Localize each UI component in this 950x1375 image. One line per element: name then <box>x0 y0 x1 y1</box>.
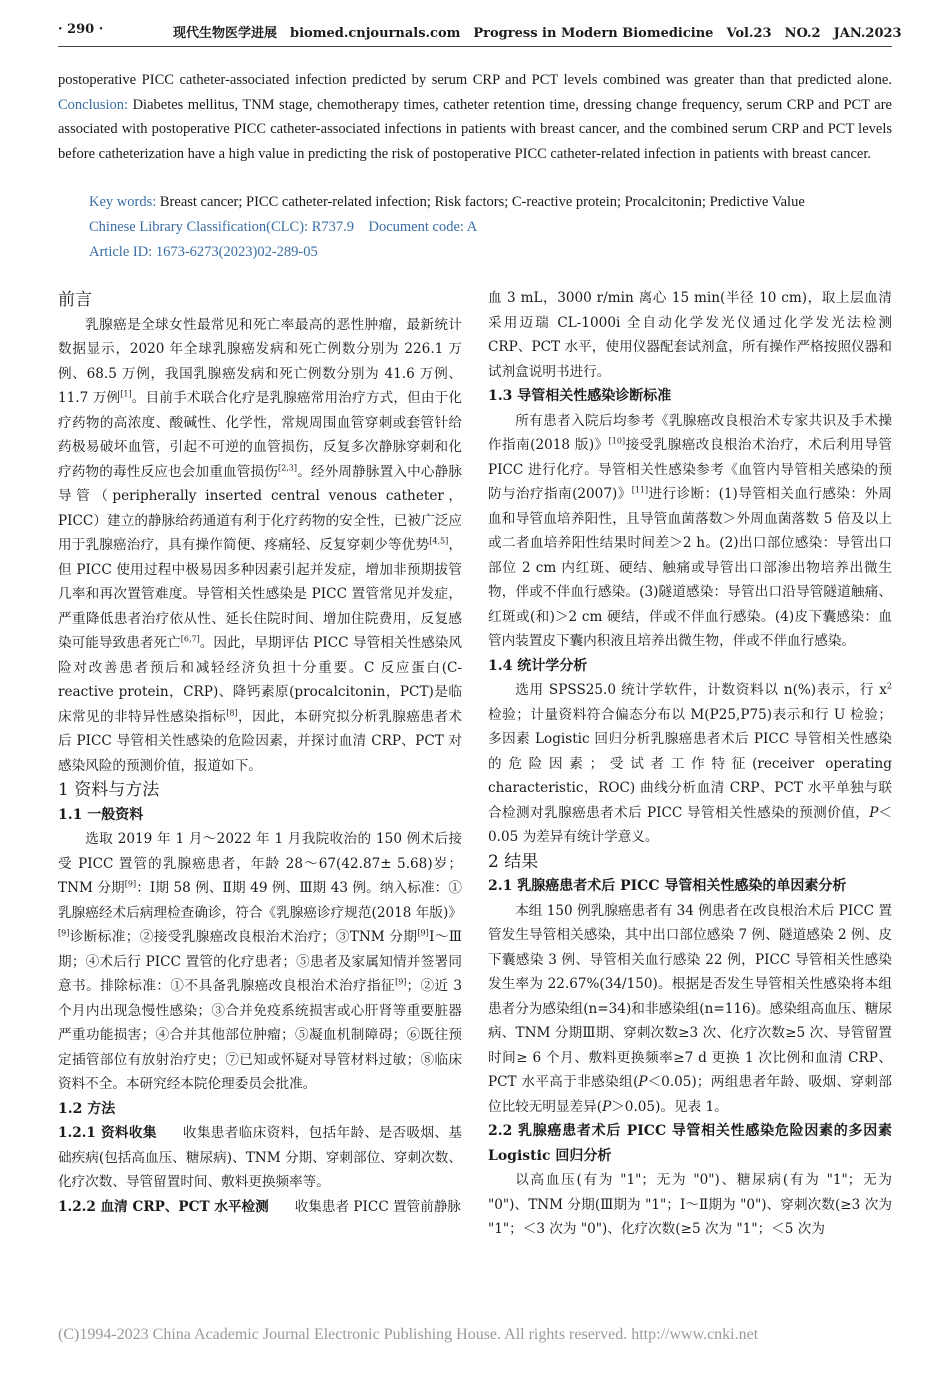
section-1-2-2-label: 1.2.2 血清 CRP、PCT 水平检测 <box>58 1198 269 1215</box>
copyright-footer: (C)1994-2023 China Academic Journal Electronic Publishing House. All rights reserved. http://www.cnki.net <box>58 1326 759 1343</box>
statistics-paragraph: 选用 SPSS25.0 统计学软件，计数资料以 n(%)表示，行 $x^2$ 检验；计量资料符合偏态分布以 M(P25,P75)表示和行 U 检验；多因素 Logistic 回归分析乳腺癌患者术后 PICC 导管相关性感染的危险因素；受试者工作特征(receiver operating characteristic，ROC) 曲线分析血清 CRP、PCT 水平单独与联合检测对乳腺癌患者术后 PICC 导管相关性感染的预测价值，P＜0.05 为差异有统计学意义。 <box>488 681 892 845</box>
left-column <box>58 288 462 1219</box>
clc-line <box>89 219 477 236</box>
general-data-paragraph: 选取 2019 年 1 月～2022 年 1 月我院收治的 150 例术后接受 PICC 置管的乳腺癌患者，年龄 28～67(42.87± 5.68)岁；TNM 分期[9]：Ⅰ期 58 例、Ⅱ期 49 例、Ⅲ期 43 例。纳入标准：①乳腺癌经术后病理检查确诊，符合《乳腺癌诊疗规范(2018 年版)》[9]诊断标准；②接受乳腺癌改良根治术治疗；③TNM 分期[9]Ⅰ～Ⅲ期；④术后行 PICC 置管的化疗患者；⑤患者及家属知情并签署同意书。排除标准：①不具备乳腺癌改良根治术治疗指征[9]；②近 3 个月内出现急慢性感染；③合并免疫系统损害或心肝肾等重要脏器严重功能损害；④合并其他部位肿瘤；⑤凝血机制障碍；⑥既往预定插管部位有放射治疗史；⑦已知或怀疑对导管材料过敏；⑧临床资料不全。本研究经本院伦理委员会批准。 <box>58 831 462 1092</box>
article-id: Article ID: 1673-6273(2023)02-289-05 <box>89 244 318 260</box>
section-1-2-heading: 1.2 方法 <box>58 1100 116 1117</box>
section-1-1-heading: 1.1 一般资料 <box>58 806 144 823</box>
abstract-block <box>58 68 892 166</box>
section-1-2-1: 1.2.1 资料收集 收集患者临床资料，包括年龄、是否吸烟、基础疾病(包括高血压、糖尿病)、TNM 分期、穿刺部位、穿刺次数、化疗次数、导管留置时间、敷料更换频率等。 <box>58 1125 462 1190</box>
section-1-4-heading: 1.4 统计学分析 <box>488 657 588 674</box>
conclusion-label: Conclusion: <box>58 96 129 113</box>
section-1-2-1-label: 1.2.1 资料收集 <box>58 1125 157 1141</box>
section-2-heading: 2 结果 <box>488 851 539 872</box>
preface-heading: 前言 <box>58 290 92 310</box>
clc-label: Chinese Library Classification(CLC): R737.9 <box>89 219 354 235</box>
section-1-heading: 1 资料与方法 <box>58 780 160 800</box>
preface-paragraph: 乳腺癌是全球女性最常见和死亡率最高的恶性肿瘤，最新统计数据显示，2020 年全球乳腺癌发病和死亡例数分别为 226.1 万例、68.5 万例，我国乳腺癌发病和死亡例数分别为 41.6 万例、11.7 万例[1]。目前手术联合化疗是乳腺癌常用治疗方式，但由于化疗药物的高浓度、酸碱性、化学性，常规周围血管穿刺或套管针给药极易破坏血管，引起不可逆的血管损伤，反复多次静脉穿刺和化疗药物的毒性反应也会加重血管损伤[2,3]。经外周静脉置入中心静脉导管（peripherally inserted central venous catheter，PICC）建立的静脉给药通道有利于化疗药物的安全性，已被广泛应用于乳腺癌治疗，具有操作简便、疼痛轻、反复穿刺少等优势[4,5]，但 PICC 使用过程中极易因多种因素引起并发症，增加非预期拔管几率和再次置管难度。导管相关性感染是 PICC 置管常见并发症，严重降低患者治疗依从性、延长住院时间、增加住院费用，反复感染可能导致患者死亡[6,7]。因此，早期评估 PICC 导管相关性感染风险对改善患者预后和减轻经济负担十分重要。C 反应蛋白(C-reactive protein，CRP)、降钙素原(procalcitonin，PCT)是临床常见的非特异性感染指标[8]，因此，本研究拟分析乳腺癌患者术后 PICC 导管相关性感染的危险因素，并探讨血清 CRP、PCT 对感染风险的预测价值，报道如下。 <box>58 316 463 774</box>
section-2-1-heading: 2.1 乳腺癌患者术后 PICC 导管相关性感染的单因素分析 <box>488 878 847 894</box>
keywords-line <box>89 194 805 211</box>
keywords-text: Breast cancer; PICC catheter-related infection; Risk factors; C-reactive protein; Procalcitonin; Predictive Value <box>159 194 805 210</box>
multivariate-paragraph: 以高血压(有为 "1"；无为 "0")、糖尿病(有为 "1"；无为 "0")、TNM 分期(Ⅲ期为 "1"；Ⅰ～Ⅱ期为 "0")、穿刺次数(≥3 次为 "1"；＜3 次为 "0")、化疗次数(≥5 次为 "1"；＜5 次为 <box>488 1172 892 1237</box>
abstract-text <box>58 68 892 166</box>
serum-detection-cont: 血 3 mL，3000 r/min 离心 15 min(半径 10 cm)，取上层血清采用迈瑞 CL-1000i 全自动化学发光仪通过化学发光法检测 CRP、PCT 水平，使用仪器配套试剂盒，所有操作严格按照仪器和试剂盒说明书进行。 <box>488 290 892 380</box>
diagnosis-paragraph: 所有患者入院后均参考《乳腺癌改良根治术专家共识及手术操作指南(2018 版)》[10]接受乳腺癌改良根治术治疗，术后利用导管 PICC 进行化疗。导管相关性感染参考《血管内导管相关感染的预防与治疗指南(2007)》[11]进行诊断：(1)导管相关血行感染：外周血和导管血培养阳性，且导管血菌落数＞外周血菌落数 5 倍及以上或二者血培养阳性结果时间差＞2 h。(2)出口部位感染：导管出口部位 2 cm 内红斑、硬结、触痛或导管出口部渗出物培养出微生物，伴或不伴血行感染。(3)隧道感染：导管出口沿导管隧道触痛、红斑或(和)＞2 cm 硬结，伴或不伴血行感染。(4)皮下囊感染：血管内装置皮下囊内积液且培养出微生物，伴或不伴血行感染。 <box>488 412 892 649</box>
doc-code: Document code: A <box>368 219 478 235</box>
journal-title: 现代生物医学进展 biomed.cnjournals.com Progress in Modern Biomedicine Vol.23 NO.2 JAN.2023 <box>173 26 902 41</box>
header-rule <box>58 46 892 47</box>
running-header <box>58 20 902 42</box>
right-column <box>488 286 892 1242</box>
section-1-2-2: 1.2.2 血清 CRP、PCT 水平检测 收集患者 PICC 置管前静脉 <box>58 1198 462 1215</box>
section-1-3-heading: 1.3 导管相关性感染诊断标准 <box>488 388 672 404</box>
page-number: · 290 · <box>58 22 104 37</box>
keywords-label: Key words: <box>89 194 157 210</box>
section-2-2-heading: 2.2 乳腺癌患者术后 PICC 导管相关性感染危险因素的多因素 Logistic 回归分析 <box>488 1123 892 1164</box>
conclusion-text: Diabetes mellitus, TNM stage, chemotherapy times, catheter retention time, dressing change frequency, serum CRP and PCT are associated with postoperative PICC catheter-associated infections in patients with breast cancer, and the combined serum CRP and PCT levels before catheterization have a high value in predicting the risk of postoperative PICC catheter-related infection in patients with breast cancer. <box>58 96 892 162</box>
abstract-cont: postoperative PICC catheter-associated infection predicted by serum CRP and PCT levels combined was greater than that predicted alone. <box>58 72 892 88</box>
univariate-paragraph: 本组 150 例乳腺癌患者有 34 例患者在改良根治术后 PICC 置管发生导管相关感染，其中出口部位感染 7 例、隧道感染 2 例、皮下囊感染 3 例、导管相关血行感染 22 例，PICC 导管相关性感染发生率为 22.67%(34/150)。根据是否发生导管相关性感染将本组患者分为感染组(n=34)和非感染组(n=116)。感染组高血压、糖尿病、TNM 分期Ⅲ期、穿刺次数≥3 次、化疗次数≥5 次、导管留置时间≥ 6 个月、敷料更换频率≥7 d 更换 1 次比例和血清 CRP、PCT 水平高于非感染组(P＜0.05)；两组患者年龄、吸烟、穿刺部位比较无明显差异(P＞0.05)。见表 1。 <box>488 902 892 1115</box>
